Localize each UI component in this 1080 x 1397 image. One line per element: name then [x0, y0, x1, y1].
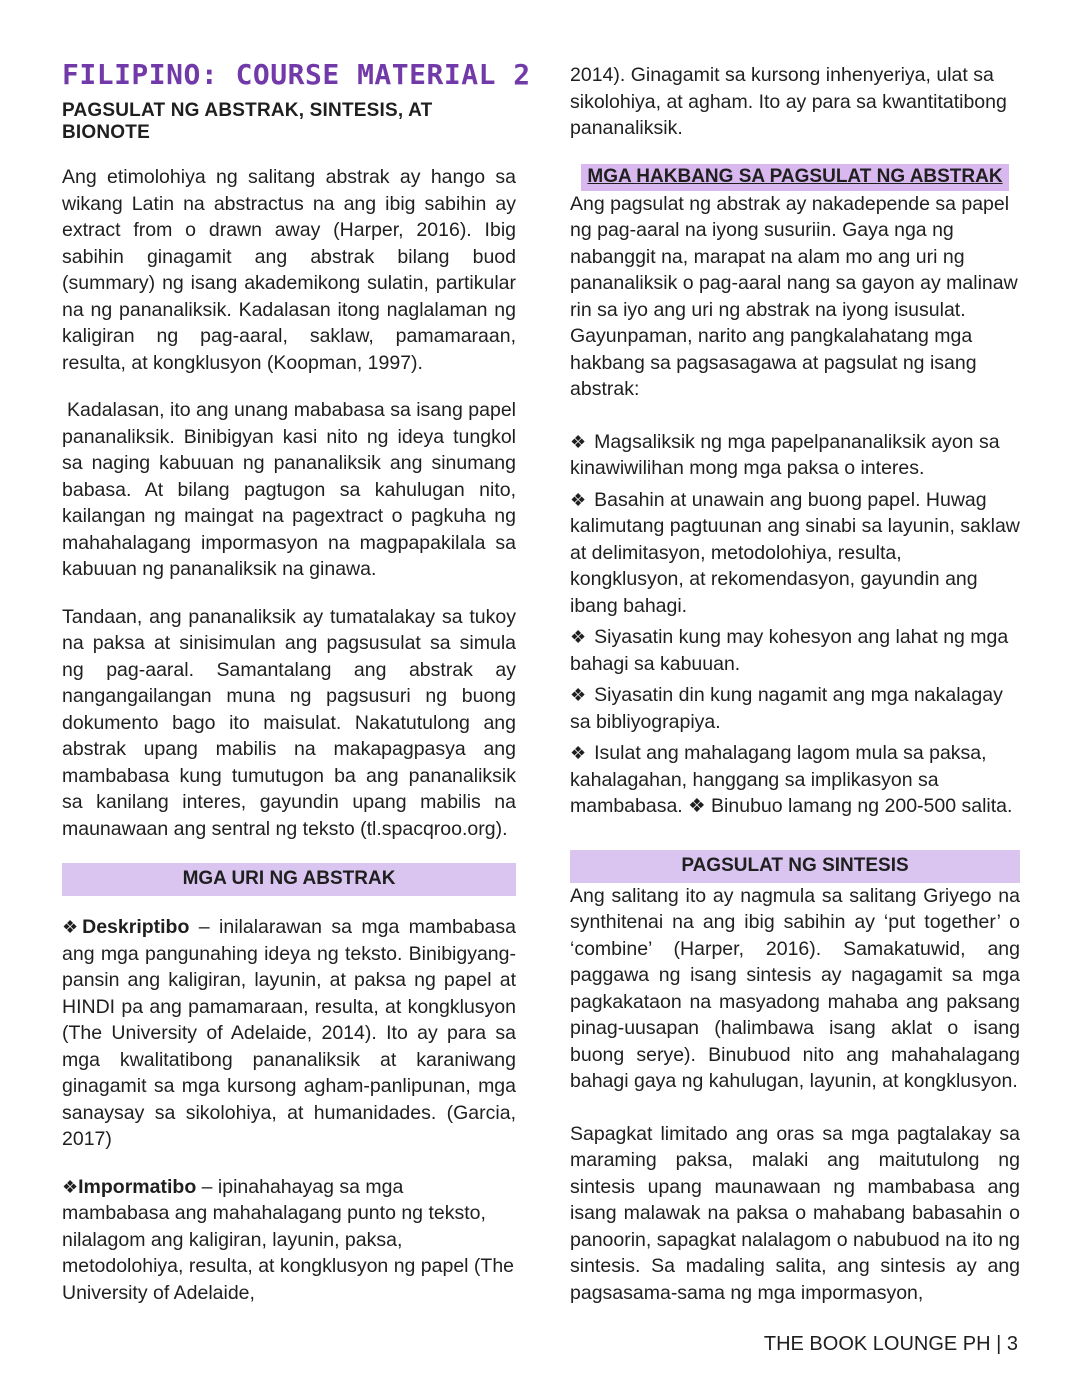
term-label: Impormatibo [78, 1175, 197, 1198]
section-header-wrap [570, 164, 1020, 191]
paragraph-tandaan: Tandaan, ang pananaliksik ay tumatalakay sa tukoy na paksa at sinisimulan ang pagsusulat sa simula ng pag-aaral. Samantalang ang abstrak ay nangangailangan muna ng pagsusuri ng buong dokumento bago ito maisulat. Nakatutulong ang abstrak upang mabilis na makapagpasya ang mambabasa kung tumutugon ba ang pananaliksik sa kanilang interes, gayundin upang mabilis na maunawaan ang sentral ng teksto (tl.spacqroo.org). [62, 605, 516, 840]
list-item [570, 682, 1020, 735]
term-definition: – ipinahahayag sa mga mambabasa ang mahahalagang punto ng teksto, nilalagom ang kaligiran, layunin, paksa, metodolohiya, resulta, at kongklusyon ng papel (The University of Adelaide, [62, 1175, 515, 1304]
diamond-bullet-icon: ❖ [570, 743, 587, 763]
list-item [570, 429, 1020, 482]
section-header-pagsulat-ng-sintesis: PAGSULAT NG SINTESIS [570, 850, 1020, 883]
paragraph-etimolohiya: Ang etimolohiya ng salitang abstrak ay hango sa wikang Latin na abstractus na ang ibig sabihin ay extract from o drawn away (Harper, 2016). Ibig sabihin ginagamit ang abstrak bilang buod (summary) ng isang akademikong sulatin, partikular na ng pananaliksik. Kadalasan itong naglalaman ng kaligiran ng pag-aaral, saklaw, pamamaraan, resulta, at kongklusyon (Koopman, 1997). [62, 166, 516, 374]
left-column [62, 58, 531, 1327]
term-impormatibo [62, 1174, 516, 1307]
two-column-layout [62, 58, 1020, 1327]
paragraph-sintesis-2: Sapagkat limitado ang oras sa mga pagtalakay sa maraming paksa, malaki ang maitutulong ng sintesis upang maunawaan ng mambabasa ang isang malawak na paksa o mahabang babasahin o panoorin, sapagkat nalalagom o nabubuod na ito ng sintesis. Sa madaling salita, ang sintesis ay ang pagsasama-sama ng mga impormasyon, [570, 1122, 1020, 1304]
list-item [570, 487, 1020, 620]
bullet-text: Siyasatin din kung nagamit ang mga nakalagay sa bibliyograpiya. [570, 684, 1003, 733]
bullet-text: Magsaliksik ng mga papelpananaliksik ayon sa kinawiwilihan mong mga paksa o interes. [570, 430, 1000, 479]
paragraph-kadalasan: Kadalasan, ito ang unang mababasa sa isang papel pananaliksik. Binibigyan kasi nito ng ideya tungkol sa naging kabuuan ng pananaliksik ang sinumang babasa. At bilang pagtugon sa kahulugan nito, kailangan ng maingat na pagextract o pagkuha ng mahahalagang impormasyon na magpapakilala sa kabuuan ng pananaliksik na ginawa. [62, 399, 516, 580]
list-item [570, 740, 1020, 820]
bullet-text: Isulat ang mahalagang lagom mula sa paksa, kahalagahan, hanggang sa implikasyon sa mambabasa. ❖ Binubuo lamang ng 200-500 salita. [570, 742, 1013, 817]
page-footer: THE BOOK LOUNGE PH | 3 [763, 1333, 1018, 1355]
diamond-bullet-icon: ❖ [570, 489, 587, 510]
diamond-bullet-icon: ❖ [570, 431, 587, 452]
paragraph-sintesis-1: Ang salitang ito ay nagmula sa salitang Griyego na synthitenai na ang ibig sabihin ay ‘put together’ o ‘combine’ (Harper, 2016). Samakatuwid, ang paggawa ng isang sintesis ay nagagamit sa mga pagkakataon na masyadong mahaba ang paksang pinag-uusapan (halimbawa isang aklat o isang buong serye). Binubuod nito ang mahahalagang bahagi gaya ng kahulugan, layunin, at kongklusyon. [570, 884, 1020, 1092]
list-item [570, 624, 1020, 677]
hakbang-bullet-list [570, 429, 1020, 820]
paragraph-continuation: 2014). Ginagamit sa kursong inhenyeriya, ulat sa sikolohiya, at agham. Ito ay para sa kwantitatibong pananaliksik. [570, 64, 1007, 139]
section-header-mga-hakbang: MGA HAKBANG SA PAGSULAT NG ABSTRAK [581, 164, 1008, 191]
bullet-text: Basahin at unawain ang buong papel. Huwag kalimutang pagtuunan ang sinabi sa layunin, saklaw at delimitasyon, metodolohiya, resulta, kongklusyon, at rekomendasyon, gayundin ang ibang bahagi. [570, 488, 1020, 617]
diamond-bullet-icon: ❖ [570, 685, 587, 705]
term-definition: – inilalarawan sa mga mambabasa ang mga pangunahing ideya ng teksto. Binibigyang-pansin ang kaligiran, layunin, at paksa ng papel at HINDI pa ang pamamaraan, resulta, at kongklusyon (The University of Adelaide, 2014). Ito ay para sa mga kwalitatibong pananaliksik at karaniwang ginagamit sa mga kursong agham-panlipunan, mga sanaysay sa sikolohiya, at humanidades. (Garcia, 2017) [62, 916, 516, 1150]
page-title: FILIPINO: COURSE MATERIAL 2 [62, 58, 531, 91]
diamond-bullet-icon: ❖ [62, 917, 83, 937]
term-deskriptibo [62, 914, 516, 1153]
bullet-text: Siyasatin kung may kohesyon ang lahat ng mga bahagi sa kabuuan. [570, 626, 1009, 675]
term-label: Deskriptibo [82, 916, 190, 938]
page-subtitle: PAGSULAT NG ABSTRAK, SINTESIS, AT BIONOTE [62, 100, 433, 143]
diamond-bullet-icon: ❖ [62, 1176, 79, 1197]
diamond-bullet-icon: ❖ [570, 627, 587, 647]
section-header-mga-uri-ng-abstrak: MGA URI NG ABSTRAK [62, 863, 516, 896]
right-column [570, 58, 1020, 1327]
paragraph-hakbang-intro: Ang pagsulat ng abstrak ay nakadepende sa papel ng pag-aaral na iyong susuriin. Gaya nga ng nabanggit na, marapat na alam mo ang uri ng pananaliksik o pag-aaral nang sa gayon ay malinaw rin sa iyo ang uri ng abstrak na iyong isusulat. Gayunpaman, narito ang pangkalahatang mga hakbang sa pagsasagawa at pagsulat ng isang abstrak: [570, 192, 1018, 400]
